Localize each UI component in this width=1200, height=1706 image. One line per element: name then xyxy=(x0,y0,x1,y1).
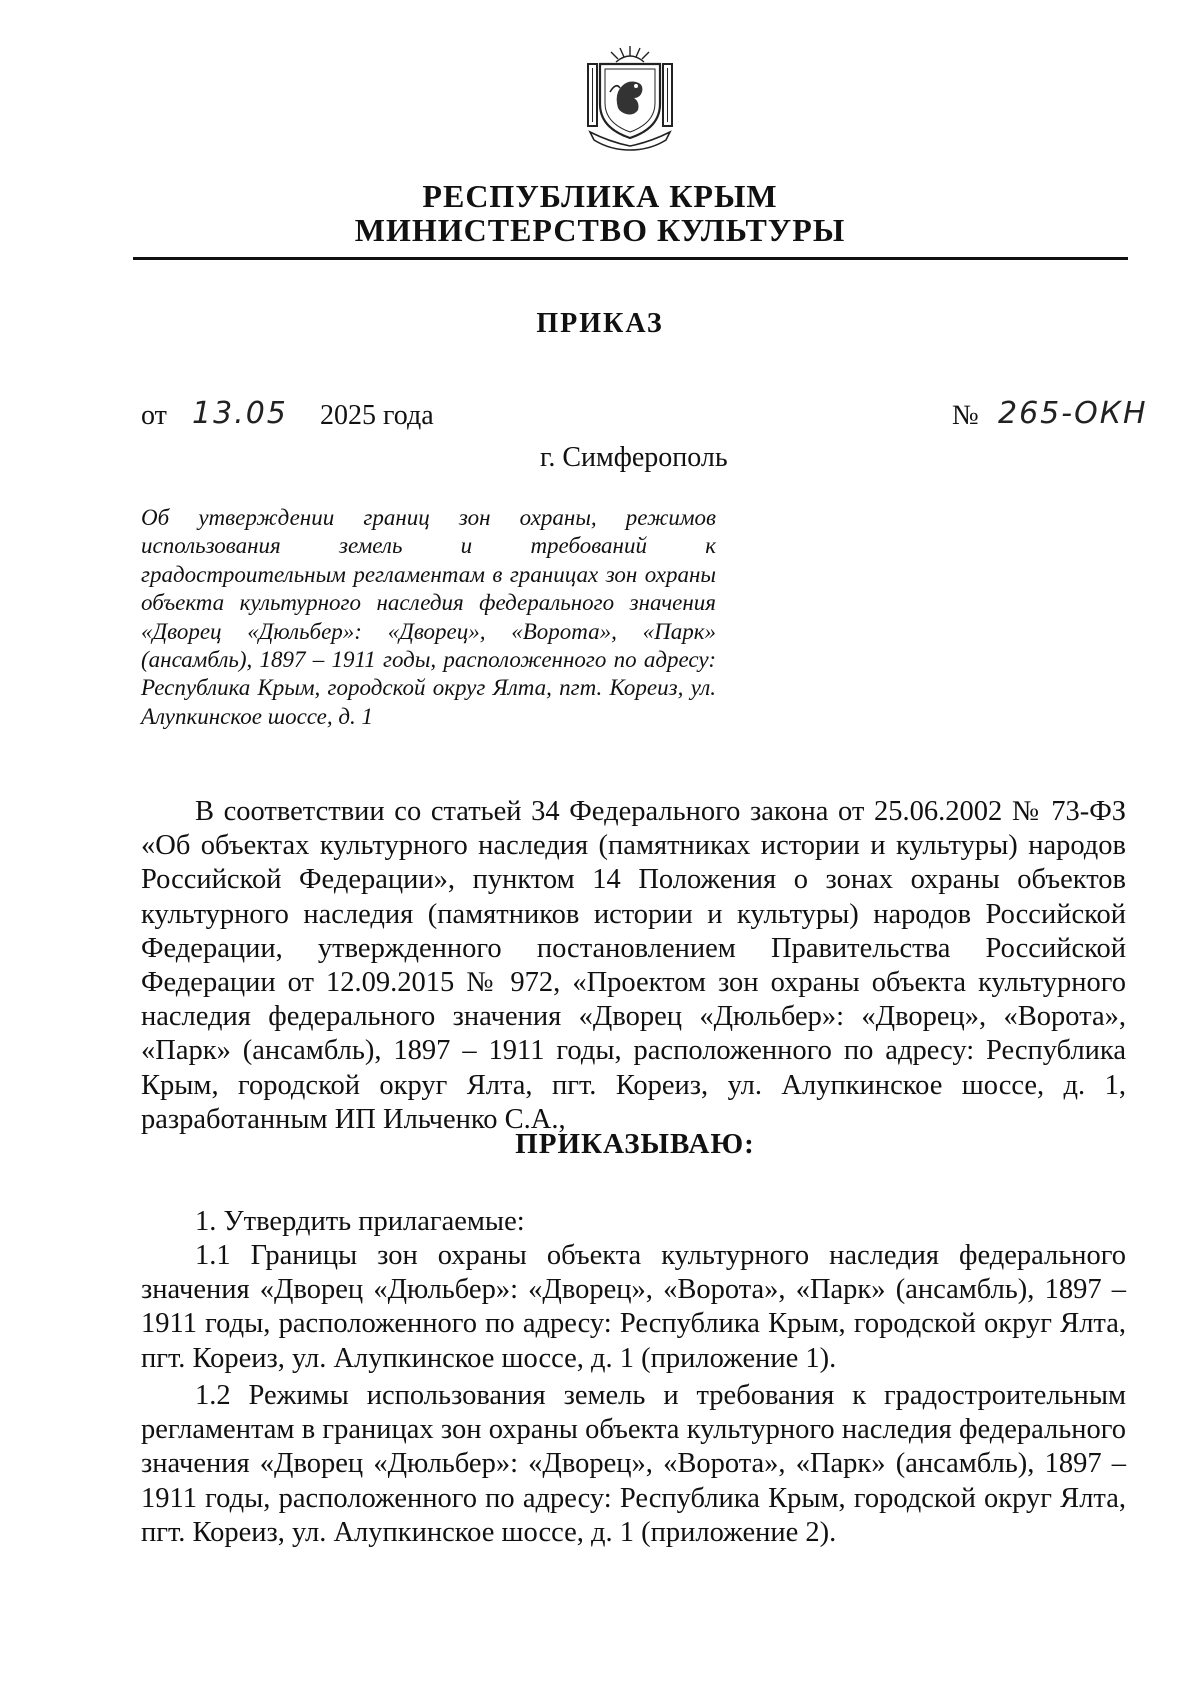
item-1-1: 1.1 Границы зон охраны объекта культурного наследия федерального значения «Дворец «Дюльбер»: «Дворец», «Ворота», «Парк» (ансамбль), 1897 – 1911 годы, расположенного по адресу: Республика Крым, городской округ Ялта, пгт. Кореиз, ул. Алупкинское шоссе, д. 1 (приложение 1). xyxy=(141,1240,1126,1374)
city: г. Симферополь xyxy=(540,442,728,473)
item-1-2: 1.2 Режимы использования земель и требования к градостроительным регламентам в границах зон охраны объекта культурного наследия федерального значения «Дворец «Дюльбер»: «Дворец», «Ворота», «Парк» (ансамбль), 1897 – 1911 годы, расположенного по адресу: Республика Крым, городской округ Ялта, пгт. Кореиз, ул. Алупкинское шоссе, д. 1 (приложение 2). xyxy=(141,1380,1126,1548)
year-text: 2025 года xyxy=(320,400,434,431)
handwritten-number: 265-ОКН xyxy=(998,396,1148,431)
order-directive: ПРИКАЗЫВАЮ: xyxy=(515,1128,755,1160)
date-label: от xyxy=(141,400,167,431)
item-1: 1. Утвердить прилагаемые: xyxy=(195,1206,525,1237)
coat-of-arms-icon xyxy=(580,42,680,152)
handwritten-date: 13.05 xyxy=(192,396,288,431)
republic-title: РЕСПУБЛИКА КРЫМ xyxy=(422,178,778,214)
order-title: ПРИКАЗ xyxy=(536,308,664,339)
number-label: № xyxy=(952,400,979,431)
preamble-paragraph: В соответствии со статьей 34 Федерального закона от 25.06.2002 № 73-ФЗ «Об объектах культурного наследия (памятниках истории и культуры) народов Российской Федерации», пунктом 14 Положения о зонах охраны объектов культурного наследия (памятников истории и культуры) народов Российской Федерации, утвержденного постановлением Правительства Российской Федерации от 12.09.2015 № 972, «Проектом зон охраны объекта культурного наследия федерального значения «Дворец «Дюльбер»: «Дворец», «Ворота», «Парк» (ансамбль), 1897 – 1911 годы, расположенного по адресу: Республика Крым, городской округ Ялта, пгт. Кореиз, ул. Алупкинское шоссе, д. 1, разработанным ИП Ильченко С.А., xyxy=(141,796,1126,1135)
order-subject: Об утверждении границ зон охраны, режимов использования земель и требований к градостроительным регламентам в границах зон охраны объекта культурного наследия федерального значения «Дворец «Дюльбер»: «Дворец», «Ворота», «Парк» (ансамбль), 1897 – 1911 годы, расположенного по адресу: Республика Крым, городской округ Ялта, пгт. Кореиз, ул. Алупкинское шоссе, д. 1 xyxy=(141,505,716,729)
header-divider xyxy=(133,257,1128,260)
ministry-title: МИНИСТЕРСТВО КУЛЬТУРЫ xyxy=(354,212,846,248)
